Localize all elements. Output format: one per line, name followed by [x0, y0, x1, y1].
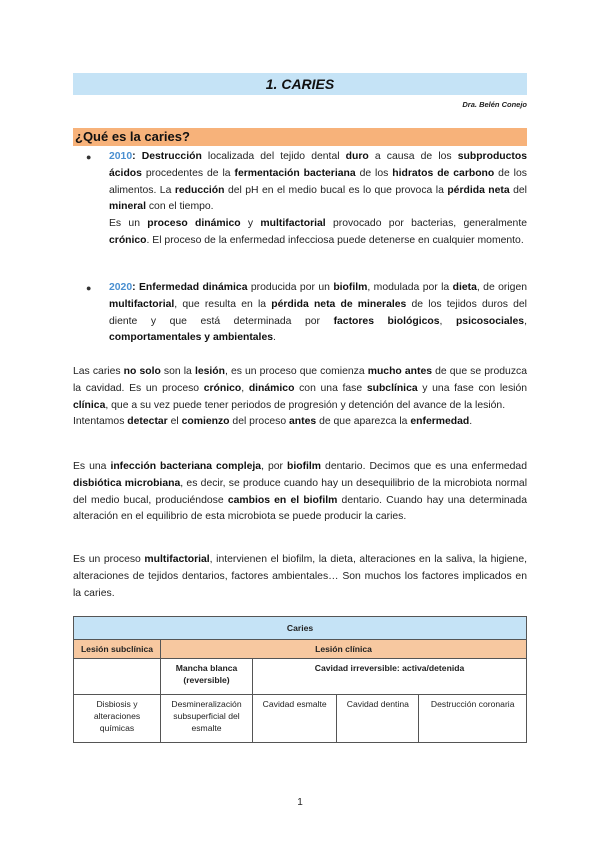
empty-cell: [74, 659, 161, 695]
table-cell: Cavidad esmalte: [253, 695, 337, 743]
paragraph-detect: Intentamos detectar el comienzo del proceso antes de que aparezca la enfermedad.: [73, 416, 473, 428]
section-heading: ¿Qué es la caries?: [73, 128, 527, 146]
mancha-blanca-cell: Mancha blanca (reversible): [161, 659, 253, 695]
bullet-2010-text: 2010: Destrucción localizada del tejido dental duro a causa de los subproductos ácidos procedentes de la fermentación bacteriana de los hidratos de carbono de los alimentos. La reducción del pH en el medio bucal es lo que provoca la pérdida neta del mineral con el tiempo.: [109, 151, 528, 213]
bullet-2010-text-2: Es un proceso dinámico y multifactorial provocado por bacterias, generalmente crónico. El proceso de la enfermedad infecciosa puede detenerse en cualquier momento.: [109, 218, 527, 246]
clinical-header: Lesión clínica: [161, 640, 527, 659]
paragraph-lesion: [73, 364, 527, 431]
author: Dra. Belén Conejo: [462, 100, 527, 109]
bullet-2010: [109, 149, 527, 250]
table-cell: Destrucción coronaria: [419, 695, 527, 743]
bullet-marker: ●: [86, 152, 92, 162]
page-title: 1. CARIES: [73, 73, 527, 95]
bullet-marker: ●: [86, 283, 92, 293]
paragraph-multifactorial: Es un proceso multifactorial, intervienen el biofilm, la dieta, alteraciones en la saliva, la higiene, alteraciones de tejidos dentarios, factores ambientales… Son muchos los factores implicados en la caries.: [73, 554, 527, 599]
paragraph-lesion-text: Las caries no solo son la lesión, es un proceso que comienza mucho antes de que se produzca la cavidad. Es un proceso crónico, dinámico con una fase subclínica y una fase con lesión clínica, que a su vez puede tener periodos de progresión y detención del avance de la lesión.: [73, 366, 528, 411]
table-header: Caries: [74, 617, 527, 640]
year-label: 2020: [109, 282, 133, 293]
subclinical-header: Lesión subclínica: [74, 640, 161, 659]
table-cell: Disbiosis y alteraciones químicas: [74, 695, 161, 743]
page-number: 1: [297, 797, 303, 808]
caries-table: [73, 616, 527, 743]
cavidad-cell: Cavidad irreversible: activa/detenida: [253, 659, 527, 695]
table-cell: Cavidad dentina: [337, 695, 419, 743]
bullet-2020: 2020: Enfermedad dinámica producida por un biofilm, modulada por la dieta, de origen multifactorial, que resulta en la pérdida neta de minerales de los tejidos duros del diente y que está determinada por factores biológicos, psicosociales, comportamentales y ambientales.: [109, 282, 528, 344]
paragraph-infection: Es una infección bacteriana compleja, por biofilm dentario. Decimos que es una enfermedad disbiótica microbiana, es decir, se produce cuando hay un desequilibrio de la microbiota normal del medio bucal, produciéndose cambios en el biofilm dentario. Cuando hay una determinada alteración en el equilibrio de esta microbiota se puede producir la caries.: [73, 461, 528, 523]
table-cell: Desmineralización subsuperficial del esmalte: [161, 695, 253, 743]
year-label: 2010: [109, 151, 133, 162]
